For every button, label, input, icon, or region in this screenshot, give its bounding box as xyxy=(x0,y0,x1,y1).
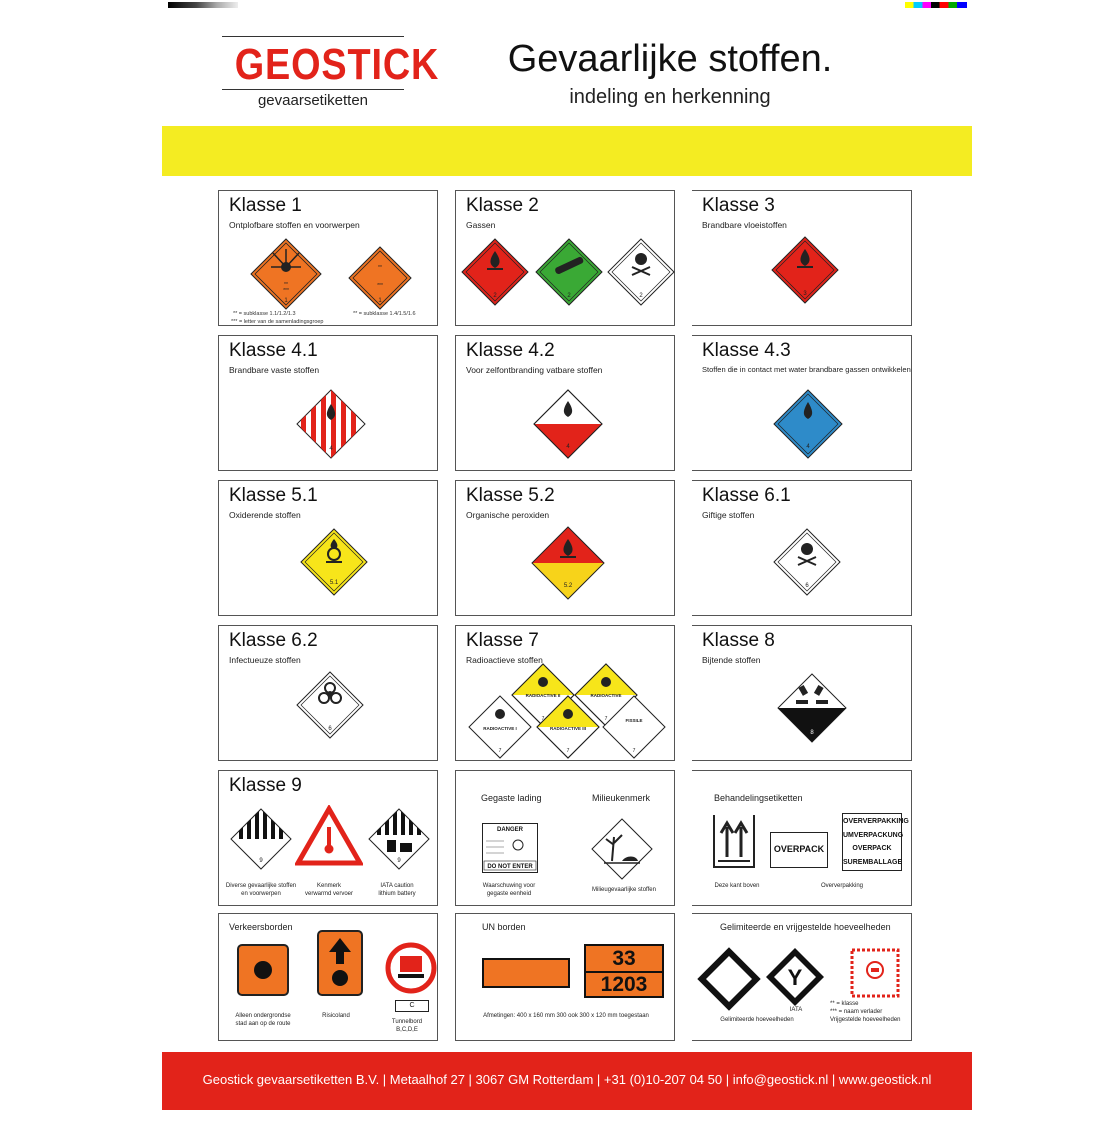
class-number: 4 xyxy=(329,446,333,452)
card-gelimiteerde-hoeveelheden xyxy=(692,913,912,1041)
iata-text: IATA xyxy=(789,1007,803,1013)
label-behandelingsetiketten: Behandelingsetiketten xyxy=(714,793,803,803)
card-klasse-5-2 xyxy=(455,480,675,616)
misc-dangerous-label-icon xyxy=(229,807,293,871)
card-title: Klasse 4.2 xyxy=(466,340,555,361)
elevated-temperature-icon xyxy=(295,805,363,867)
flammable-liquid-label-icon xyxy=(770,235,840,305)
overpack-label: OVERPACK xyxy=(770,832,828,868)
caption-milieugevaarlijk: Milieugevaarlijke stoffen xyxy=(592,887,656,893)
label-gegaste-lading: Gegaste lading xyxy=(481,793,542,803)
this-side-up-icon xyxy=(712,813,756,869)
card-verkeersborden xyxy=(218,913,438,1041)
spontaneously-combustible-label-icon xyxy=(532,388,604,460)
un-number-plate xyxy=(584,944,664,998)
card-description: Giftige stoffen xyxy=(702,510,755,520)
no-dangerous-goods-sign-icon xyxy=(385,942,437,994)
card-klasse-7 xyxy=(455,625,675,761)
card-description: Organische peroxiden xyxy=(466,510,550,520)
class-number: 1 xyxy=(284,298,288,304)
corrosive-label-icon xyxy=(776,672,848,744)
tunnel-category-plate: C xyxy=(395,1000,429,1012)
card-title: Klasse 5.1 xyxy=(229,485,318,506)
class-number: 2 xyxy=(639,293,643,299)
oxidizer-label-icon xyxy=(299,527,369,597)
note-subklasse-a: ** = subklasse 1.1/1.2/1.3 xyxy=(233,311,296,317)
fumigation-warning-sign-icon xyxy=(482,823,538,873)
limited-quantity-mark-icon xyxy=(696,946,762,1012)
class-number: 5.2 xyxy=(563,583,573,589)
card-title: Klasse 3 xyxy=(702,195,775,216)
orange-tunnel-sign-icon xyxy=(237,944,289,996)
class-number: 3 xyxy=(803,291,807,297)
note-samenlading: *** = letter van de samenladingsgroep xyxy=(231,319,324,325)
class-number: 9 xyxy=(397,858,401,864)
caption-deze-kant-boven: Deze kant boven xyxy=(714,883,760,889)
toxic-label-icon xyxy=(772,527,842,597)
card-description: Ontplofbare stoffen en voorwerpen xyxy=(229,220,360,230)
card-title: Klasse 1 xyxy=(229,195,302,216)
caption-gelimiteerde: Gelimiteerde hoeveelheden xyxy=(720,1017,794,1023)
card-behandelingsetiketten xyxy=(692,770,912,906)
orange-arrow-sign-icon xyxy=(317,930,363,996)
limited-quantity-y-mark-icon xyxy=(764,946,826,1008)
card-title: Klasse 4.1 xyxy=(229,340,318,361)
hazard-id-number: 33 xyxy=(586,946,662,973)
footer-contact-text: Geostick gevaarsetiketten B.V. | Metaalhof 27 | 3067 GM Rotterdam | +31 (0)10-207 04 50 | info@geostick.nl | www.geostick.nl xyxy=(202,1072,932,1087)
lithium-battery-label-icon xyxy=(367,807,431,871)
card-title: Klasse 9 xyxy=(229,775,302,796)
geostick-logo xyxy=(222,36,440,90)
class-number: 7 xyxy=(632,748,636,754)
caption-afmetingen: Afmetingen: 400 x 160 mm 300 ook 300 x 120 mm toegestaan xyxy=(483,1013,649,1019)
symbol-a: ** xyxy=(284,282,288,288)
organic-peroxide-label-icon xyxy=(530,525,606,601)
card-title: Klasse 8 xyxy=(702,630,775,651)
symbol-b: *** xyxy=(283,288,289,294)
page-title: Gevaarlijke stoffen. xyxy=(507,38,833,80)
non-flammable-gas-label-icon xyxy=(534,237,604,307)
un-number: 1203 xyxy=(600,973,648,996)
radioactive-ii-text: RADIOACTIVE II xyxy=(525,693,561,698)
class-number: 9 xyxy=(259,858,263,864)
environmentally-hazardous-icon xyxy=(590,817,654,881)
caption-diverse: Diverse gevaarlijke stoffen en voorwerpen xyxy=(225,883,297,897)
card-title: Klasse 6.2 xyxy=(229,630,318,651)
page-subtitle: indeling en herkenning xyxy=(569,86,771,108)
caption-verwarmd: Kenmerk verwarmd vervoer xyxy=(304,883,353,897)
logo-text: GEOSTICK xyxy=(234,40,440,89)
card-title: Klasse 2 xyxy=(466,195,539,216)
fissile-text: FISSILE xyxy=(625,718,643,723)
card-description: Voor zelfontbranding vatbare stoffen xyxy=(466,365,603,375)
card-klasse-5-1 xyxy=(218,480,438,616)
caption-lithium: IATA caution lithium battery xyxy=(378,883,416,897)
infectious-label-icon xyxy=(295,670,365,740)
card-klasse-8 xyxy=(692,625,912,761)
note-subklasse-b: ** = subklasse 1.4/1.5/1.6 xyxy=(353,311,416,317)
card-title: Klasse 6.1 xyxy=(702,485,791,506)
card-title: Klasse 5.2 xyxy=(466,485,555,506)
caption-oververpakking: Oververpakking xyxy=(820,883,864,889)
caption-gegaste-eenheid: Waarschuwing voor gegaste eenheid xyxy=(482,883,536,897)
radioactive-i-text: RADIOACTIVE I xyxy=(483,726,517,731)
caption-risicoland: Risicoland xyxy=(322,1013,350,1019)
explosive-14-label-icon xyxy=(347,245,413,311)
card-description: Gassen xyxy=(466,220,496,230)
class-number: 4 xyxy=(566,444,570,450)
card-klasse-4-3 xyxy=(692,335,912,471)
class-number: 7 xyxy=(541,716,545,722)
card-description: Bijtende stoffen xyxy=(702,655,761,665)
flammable-gas-label-icon xyxy=(460,237,530,307)
class-number: 6 xyxy=(805,583,809,589)
toxic-gas-label-icon xyxy=(606,237,676,307)
class-number: 6 xyxy=(328,726,332,732)
card-description: Brandbare vloeistoffen xyxy=(702,220,787,230)
blank-orange-plate xyxy=(482,958,570,988)
logo-subtitle: gevaarsetiketten xyxy=(257,92,369,109)
caption-alleen-ondergrondse: Alleen ondergrondse stad aan op de route xyxy=(235,1013,291,1027)
danger-text: DANGER xyxy=(496,827,524,833)
radioactive-text: RADIOACTIVE xyxy=(590,693,622,698)
card-title: Klasse 4.3 xyxy=(702,340,791,361)
explosive-1-label-icon xyxy=(249,237,323,311)
footer-bar xyxy=(162,1052,972,1110)
class-number: 2 xyxy=(567,293,571,299)
class-number: 7 xyxy=(604,716,608,722)
flammable-solid-label-icon xyxy=(295,388,367,460)
card-description: Radioactieve stoffen xyxy=(466,655,543,665)
class-number: 1 xyxy=(378,298,382,304)
card-description: Stoffen die in contact met water brandbare gassen ontwikkelen xyxy=(702,365,911,374)
radioactive-iii-text: RADIOACTIVE III xyxy=(549,726,587,731)
dangerous-when-wet-label-icon xyxy=(772,388,844,460)
radioactive-labels-icon xyxy=(468,662,668,762)
label-un-borden: UN borden xyxy=(482,922,526,932)
card-klasse-2 xyxy=(455,190,675,326)
card-description: Oxiderende stoffen xyxy=(229,510,301,520)
card-title: Klasse 7 xyxy=(466,630,539,651)
card-klasse-1 xyxy=(218,190,438,326)
yellow-band xyxy=(162,126,972,176)
do-not-enter-text: DO NOT ENTER xyxy=(487,864,533,870)
card-klasse-4-2 xyxy=(455,335,675,471)
card-klasse-3 xyxy=(692,190,912,326)
class-number: 5.1 xyxy=(329,580,339,586)
label-verkeersborden: Verkeersborden xyxy=(229,922,293,932)
oververpakking-multilingual-label: OVERVERPAKKING UMVERPACKUNG OVERPACK SUREMBALLAGE xyxy=(842,813,902,871)
grayscale-bar xyxy=(168,2,238,8)
class-number: 2 xyxy=(493,293,497,299)
y-letter: Y xyxy=(787,965,803,990)
card-description: Infectueuze stoffen xyxy=(229,655,301,665)
symbol-b: *** xyxy=(377,283,383,289)
label-milieukenmerk: Milieukenmerk xyxy=(592,793,651,803)
class-number: 4 xyxy=(806,444,810,450)
card-description: Brandbare vaste stoffen xyxy=(229,365,320,375)
color-bar xyxy=(905,2,967,8)
card-klasse-6-1 xyxy=(692,480,912,616)
label-gelimiteerde: Gelimiteerde en vrijgestelde hoeveelheden xyxy=(720,922,891,932)
excepted-quantity-mark-icon xyxy=(850,948,900,998)
card-klasse-4-1 xyxy=(218,335,438,471)
class-number: 7 xyxy=(566,748,570,754)
caption-tunnelbord: Tunnelbord B,C,D,E xyxy=(391,1019,423,1033)
card-gegaste-lading xyxy=(455,770,675,906)
class-number: 7 xyxy=(498,748,502,754)
card-un-borden xyxy=(455,913,675,1041)
class-number: 8 xyxy=(810,730,814,736)
card-klasse-6-2 xyxy=(218,625,438,761)
caption-vrijgestelde: ** = klasse *** = naam verlader Vrijgestelde hoeveelheden xyxy=(830,1001,901,1023)
symbol-a: ** xyxy=(378,265,382,271)
card-klasse-9 xyxy=(218,770,438,906)
